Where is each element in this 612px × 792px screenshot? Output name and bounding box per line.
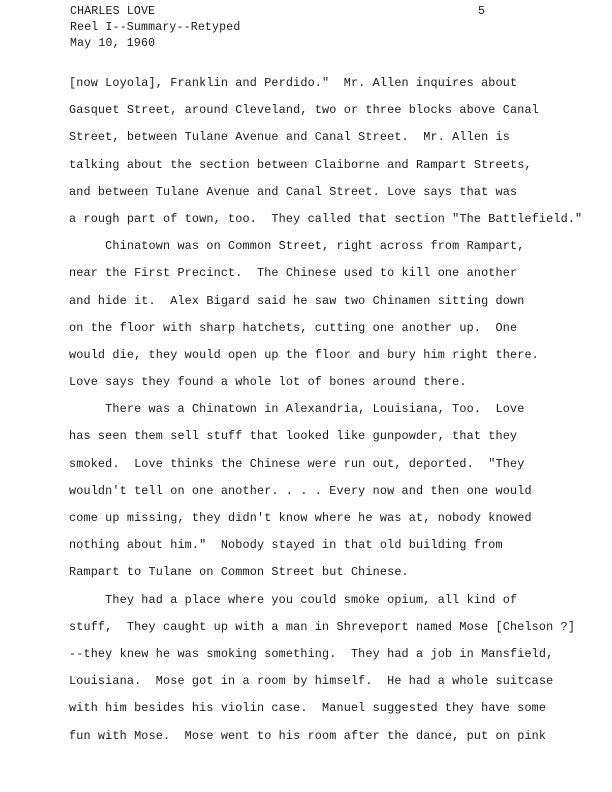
- text-line: wouldn't tell on one another. . . . Every now and then one would: [69, 483, 532, 498]
- text-line: stuff, They caught up with a man in Shreveport named Mose [Chelson ?]: [69, 619, 576, 634]
- text-line: near the First Precinct. The Chinese used to kill one another: [69, 266, 518, 281]
- header-date: May 10, 1960: [70, 37, 156, 50]
- page-number: 5: [478, 5, 485, 18]
- text-line: has seen them sell stuff that looked like gunpowder, that they: [69, 429, 518, 444]
- text-line: on the floor with sharp hatchets, cutting one another up. One: [69, 320, 518, 335]
- text-line: Gasquet Street, around Cleveland, two or three blocks above Canal: [69, 103, 539, 118]
- text-line: and between Tulane Avenue and Canal Street. Love says that was: [69, 184, 518, 199]
- text-line: fun with Mose. Mose went to his room after the dance, put on pink: [69, 728, 547, 743]
- text-line: Street, between Tulane Avenue and Canal Street. Mr. Allen is: [69, 130, 510, 145]
- text-line: --they knew he was smoking something. They had a job in Mansfield,: [69, 646, 554, 661]
- text-line: Love says they found a whole lot of bones around there.: [69, 375, 467, 390]
- text-line: would die, they would open up the floor and bury him right there.: [69, 347, 539, 362]
- document-header: [70, 4, 240, 52]
- text-line: smoked. Love thinks the Chinese were run out, deported. "They: [69, 456, 525, 471]
- body-text: [69, 70, 599, 750]
- text-line: Louisiana. Mose got in a room by himself. He had a whole suitcase: [69, 674, 554, 689]
- text-line: Rampart to Tulane on Common Street but Chinese.: [69, 565, 409, 580]
- text-line: talking about the section between Claiborne and Rampart Streets,: [69, 157, 532, 172]
- text-line: Chinatown was on Common Street, right across from Rampart,: [69, 239, 525, 254]
- text-line: with him besides his violin case. Manuel suggested they have some: [69, 701, 547, 716]
- text-line: nothing about him." Nobody stayed in that old building from: [69, 538, 503, 553]
- text-line: There was a Chinatown in Alexandria, Louisiana, Too. Love: [69, 402, 525, 417]
- header-name: CHARLES LOVE: [70, 5, 156, 18]
- text-line: a rough part of town, too. They called that section "The Battlefield.": [69, 211, 583, 226]
- header-reel: Reel I--Summary--Retyped: [70, 21, 241, 34]
- text-line: and hide it. Alex Bigard said he saw two Chinamen sitting down: [69, 293, 525, 308]
- text-line: They had a place where you could smoke opium, all kind of: [69, 592, 518, 607]
- text-line: [now Loyola], Franklin and Perdido." Mr. Allen inquires about: [69, 76, 518, 90]
- text-line: come up missing, they didn't know where he was at, nobody knowed: [69, 511, 532, 525]
